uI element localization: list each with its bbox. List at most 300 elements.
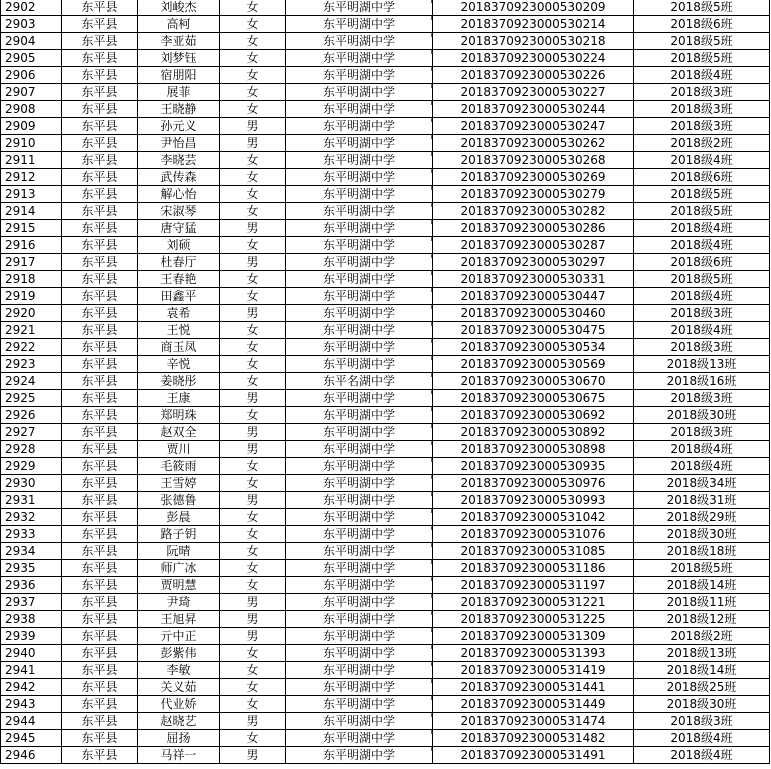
school-cell[interactable]: 东平名湖中学	[286, 373, 433, 390]
class-cell[interactable]: 2018级6班	[634, 169, 770, 186]
name-cell[interactable]: 唐守猛	[138, 220, 220, 237]
county-cell[interactable]: 东平县	[62, 169, 138, 186]
gender-cell[interactable]: 男	[220, 594, 286, 611]
gender-cell[interactable]: 男	[220, 441, 286, 458]
class-cell[interactable]: 2018级4班	[634, 458, 770, 475]
school-cell[interactable]: 东平明湖中学	[286, 560, 433, 577]
student-id-cell[interactable]: 2018370923000530460	[433, 305, 634, 322]
class-cell[interactable]: 2018级5班	[634, 50, 770, 67]
student-id-cell[interactable]: 2018370923000531419	[433, 662, 634, 679]
class-cell[interactable]: 2018级5班	[634, 560, 770, 577]
school-cell[interactable]: 东平明湖中学	[286, 33, 433, 50]
county-cell[interactable]: 东平县	[62, 186, 138, 203]
row-number-cell[interactable]: 2920	[1, 305, 62, 322]
school-cell[interactable]: 东平明湖中学	[286, 747, 433, 764]
school-cell[interactable]: 东平明湖中学	[286, 339, 433, 356]
school-cell[interactable]: 东平明湖中学	[286, 526, 433, 543]
class-cell[interactable]: 2018级5班	[634, 0, 770, 16]
class-cell[interactable]: 2018级16班	[634, 373, 770, 390]
name-cell[interactable]: 辛悦	[138, 356, 220, 373]
gender-cell[interactable]: 女	[220, 203, 286, 220]
gender-cell[interactable]: 女	[220, 271, 286, 288]
county-cell[interactable]: 东平县	[62, 543, 138, 560]
gender-cell[interactable]: 女	[220, 526, 286, 543]
name-cell[interactable]: 贾川	[138, 441, 220, 458]
name-cell[interactable]: 商玉凤	[138, 339, 220, 356]
county-cell[interactable]: 东平县	[62, 441, 138, 458]
row-number-cell[interactable]: 2921	[1, 322, 62, 339]
gender-cell[interactable]: 女	[220, 356, 286, 373]
school-cell[interactable]: 东平明湖中学	[286, 186, 433, 203]
county-cell[interactable]: 东平县	[62, 16, 138, 33]
class-cell[interactable]: 2018级30班	[634, 407, 770, 424]
class-cell[interactable]: 2018级3班	[634, 713, 770, 730]
gender-cell[interactable]: 女	[220, 577, 286, 594]
class-cell[interactable]: 2018级3班	[634, 101, 770, 118]
student-id-cell[interactable]: 2018370923000530268	[433, 152, 634, 169]
county-cell[interactable]: 东平县	[62, 84, 138, 101]
student-id-cell[interactable]: 2018370923000531221	[433, 594, 634, 611]
gender-cell[interactable]: 女	[220, 16, 286, 33]
county-cell[interactable]: 东平县	[62, 135, 138, 152]
school-cell[interactable]: 东平明湖中学	[286, 237, 433, 254]
name-cell[interactable]: 贾明慧	[138, 577, 220, 594]
school-cell[interactable]: 东平明湖中学	[286, 475, 433, 492]
school-cell[interactable]: 东平明湖中学	[286, 356, 433, 373]
county-cell[interactable]: 东平县	[62, 594, 138, 611]
row-number-cell[interactable]: 2919	[1, 288, 62, 305]
student-id-cell[interactable]: 2018370923000530227	[433, 84, 634, 101]
county-cell[interactable]: 东平县	[62, 373, 138, 390]
row-number-cell[interactable]: 2927	[1, 424, 62, 441]
gender-cell[interactable]: 男	[220, 305, 286, 322]
class-cell[interactable]: 2018级14班	[634, 662, 770, 679]
county-cell[interactable]: 东平县	[62, 509, 138, 526]
student-id-cell[interactable]: 2018370923000531474	[433, 713, 634, 730]
class-cell[interactable]: 2018级4班	[634, 730, 770, 747]
county-cell[interactable]: 东平县	[62, 645, 138, 662]
name-cell[interactable]: 师广冰	[138, 560, 220, 577]
gender-cell[interactable]: 女	[220, 407, 286, 424]
student-id-cell[interactable]: 2018370923000530898	[433, 441, 634, 458]
student-id-cell[interactable]: 2018370923000530287	[433, 237, 634, 254]
row-number-cell[interactable]: 2936	[1, 577, 62, 594]
row-number-cell[interactable]: 2924	[1, 373, 62, 390]
county-cell[interactable]: 东平县	[62, 475, 138, 492]
student-id-cell[interactable]: 2018370923000530993	[433, 492, 634, 509]
student-id-cell[interactable]: 2018370923000530935	[433, 458, 634, 475]
class-cell[interactable]: 2018级5班	[634, 203, 770, 220]
name-cell[interactable]: 阮晴	[138, 543, 220, 560]
row-number-cell[interactable]: 2916	[1, 237, 62, 254]
class-cell[interactable]: 2018级13班	[634, 645, 770, 662]
student-id-cell[interactable]: 2018370923000530297	[433, 254, 634, 271]
class-cell[interactable]: 2018级30班	[634, 526, 770, 543]
school-cell[interactable]: 东平明湖中学	[286, 458, 433, 475]
school-cell[interactable]: 东平明湖中学	[286, 407, 433, 424]
gender-cell[interactable]: 男	[220, 747, 286, 764]
gender-cell[interactable]: 女	[220, 373, 286, 390]
name-cell[interactable]: 彭紫伟	[138, 645, 220, 662]
county-cell[interactable]: 东平县	[62, 0, 138, 16]
row-number-cell[interactable]: 2906	[1, 67, 62, 84]
class-cell[interactable]: 2018级14班	[634, 577, 770, 594]
class-cell[interactable]: 2018级5班	[634, 33, 770, 50]
row-number-cell[interactable]: 2932	[1, 509, 62, 526]
row-number-cell[interactable]: 2907	[1, 84, 62, 101]
gender-cell[interactable]: 男	[220, 492, 286, 509]
class-cell[interactable]: 2018级3班	[634, 118, 770, 135]
gender-cell[interactable]: 女	[220, 33, 286, 50]
class-cell[interactable]: 2018级3班	[634, 424, 770, 441]
gender-cell[interactable]: 女	[220, 662, 286, 679]
name-cell[interactable]: 刘峻杰	[138, 0, 220, 16]
class-cell[interactable]: 2018级2班	[634, 628, 770, 645]
class-cell[interactable]: 2018级18班	[634, 543, 770, 560]
name-cell[interactable]: 展菲	[138, 84, 220, 101]
county-cell[interactable]: 东平县	[62, 118, 138, 135]
row-number-cell[interactable]: 2940	[1, 645, 62, 662]
county-cell[interactable]: 东平县	[62, 747, 138, 764]
school-cell[interactable]: 东平明湖中学	[286, 271, 433, 288]
gender-cell[interactable]: 女	[220, 560, 286, 577]
gender-cell[interactable]: 男	[220, 424, 286, 441]
gender-cell[interactable]: 男	[220, 611, 286, 628]
school-cell[interactable]: 东平明湖中学	[286, 577, 433, 594]
gender-cell[interactable]: 女	[220, 152, 286, 169]
gender-cell[interactable]: 男	[220, 713, 286, 730]
name-cell[interactable]: 田鑫平	[138, 288, 220, 305]
school-cell[interactable]: 东平明湖中学	[286, 611, 433, 628]
gender-cell[interactable]: 男	[220, 118, 286, 135]
school-cell[interactable]: 东平明湖中学	[286, 696, 433, 713]
name-cell[interactable]: 代业娇	[138, 696, 220, 713]
county-cell[interactable]: 东平县	[62, 356, 138, 373]
student-id-cell[interactable]: 2018370923000531482	[433, 730, 634, 747]
student-id-cell[interactable]: 2018370923000531042	[433, 509, 634, 526]
name-cell[interactable]: 解心怡	[138, 186, 220, 203]
row-number-cell[interactable]: 2930	[1, 475, 62, 492]
class-cell[interactable]: 2018级4班	[634, 747, 770, 764]
name-cell[interactable]: 张德鲁	[138, 492, 220, 509]
gender-cell[interactable]: 女	[220, 237, 286, 254]
student-id-cell[interactable]: 2018370923000530209	[433, 0, 634, 16]
name-cell[interactable]: 王晓静	[138, 101, 220, 118]
student-id-cell[interactable]: 2018370923000530224	[433, 50, 634, 67]
student-id-cell[interactable]: 2018370923000530226	[433, 67, 634, 84]
class-cell[interactable]: 2018级4班	[634, 220, 770, 237]
student-id-cell[interactable]: 2018370923000530269	[433, 169, 634, 186]
county-cell[interactable]: 东平县	[62, 288, 138, 305]
student-id-cell[interactable]: 2018370923000530214	[433, 16, 634, 33]
name-cell[interactable]: 李亚茹	[138, 33, 220, 50]
county-cell[interactable]: 东平县	[62, 101, 138, 118]
school-cell[interactable]: 东平明湖中学	[286, 662, 433, 679]
school-cell[interactable]: 东平明湖中学	[286, 441, 433, 458]
gender-cell[interactable]: 女	[220, 475, 286, 492]
class-cell[interactable]: 2018级5班	[634, 271, 770, 288]
name-cell[interactable]: 宋淑琴	[138, 203, 220, 220]
school-cell[interactable]: 东平明湖中学	[286, 118, 433, 135]
name-cell[interactable]: 王雪婷	[138, 475, 220, 492]
row-number-cell[interactable]: 2929	[1, 458, 62, 475]
gender-cell[interactable]: 女	[220, 509, 286, 526]
gender-cell[interactable]: 女	[220, 101, 286, 118]
name-cell[interactable]: 彭晨	[138, 509, 220, 526]
school-cell[interactable]: 东平明湖中学	[286, 305, 433, 322]
student-id-cell[interactable]: 2018370923000530569	[433, 356, 634, 373]
class-cell[interactable]: 2018级4班	[634, 67, 770, 84]
student-id-cell[interactable]: 2018370923000530534	[433, 339, 634, 356]
county-cell[interactable]: 东平县	[62, 628, 138, 645]
student-id-cell[interactable]: 2018370923000531393	[433, 645, 634, 662]
county-cell[interactable]: 东平县	[62, 152, 138, 169]
school-cell[interactable]: 东平明湖中学	[286, 509, 433, 526]
student-id-cell[interactable]: 2018370923000530247	[433, 118, 634, 135]
county-cell[interactable]: 东平县	[62, 254, 138, 271]
school-cell[interactable]: 东平明湖中学	[286, 594, 433, 611]
school-cell[interactable]: 东平明湖中学	[286, 679, 433, 696]
row-number-cell[interactable]: 2922	[1, 339, 62, 356]
student-id-cell[interactable]: 2018370923000531186	[433, 560, 634, 577]
name-cell[interactable]: 关义茹	[138, 679, 220, 696]
row-number-cell[interactable]: 2946	[1, 747, 62, 764]
student-id-cell[interactable]: 2018370923000530675	[433, 390, 634, 407]
row-number-cell[interactable]: 2903	[1, 16, 62, 33]
school-cell[interactable]: 东平明湖中学	[286, 628, 433, 645]
school-cell[interactable]: 东平明湖中学	[286, 713, 433, 730]
name-cell[interactable]: 尹怡昌	[138, 135, 220, 152]
gender-cell[interactable]: 男	[220, 628, 286, 645]
school-cell[interactable]: 东平明湖中学	[286, 543, 433, 560]
student-id-cell[interactable]: 2018370923000531076	[433, 526, 634, 543]
class-cell[interactable]: 2018级2班	[634, 135, 770, 152]
name-cell[interactable]: 高柯	[138, 16, 220, 33]
class-cell[interactable]: 2018级25班	[634, 679, 770, 696]
class-cell[interactable]: 2018级4班	[634, 322, 770, 339]
row-number-cell[interactable]: 2908	[1, 101, 62, 118]
class-cell[interactable]: 2018级29班	[634, 509, 770, 526]
class-cell[interactable]: 2018级3班	[634, 390, 770, 407]
county-cell[interactable]: 东平县	[62, 492, 138, 509]
school-cell[interactable]: 东平明湖中学	[286, 424, 433, 441]
gender-cell[interactable]: 男	[220, 390, 286, 407]
student-id-cell[interactable]: 2018370923000531309	[433, 628, 634, 645]
name-cell[interactable]: 刘硕	[138, 237, 220, 254]
county-cell[interactable]: 东平县	[62, 339, 138, 356]
name-cell[interactable]: 王康	[138, 390, 220, 407]
name-cell[interactable]: 赵双全	[138, 424, 220, 441]
county-cell[interactable]: 东平县	[62, 611, 138, 628]
class-cell[interactable]: 2018级34班	[634, 475, 770, 492]
row-number-cell[interactable]: 2942	[1, 679, 62, 696]
county-cell[interactable]: 东平县	[62, 526, 138, 543]
class-cell[interactable]: 2018级6班	[634, 254, 770, 271]
gender-cell[interactable]: 女	[220, 50, 286, 67]
school-cell[interactable]: 东平明湖中学	[286, 50, 433, 67]
county-cell[interactable]: 东平县	[62, 220, 138, 237]
student-id-cell[interactable]: 2018370923000530976	[433, 475, 634, 492]
school-cell[interactable]: 东平明湖中学	[286, 84, 433, 101]
class-cell[interactable]: 2018级4班	[634, 288, 770, 305]
name-cell[interactable]: 屈扬	[138, 730, 220, 747]
row-number-cell[interactable]: 2935	[1, 560, 62, 577]
class-cell[interactable]: 2018级3班	[634, 84, 770, 101]
student-id-cell[interactable]: 2018370923000530218	[433, 33, 634, 50]
student-id-cell[interactable]: 2018370923000530244	[433, 101, 634, 118]
school-cell[interactable]: 东平明湖中学	[286, 169, 433, 186]
name-cell[interactable]: 王悦	[138, 322, 220, 339]
gender-cell[interactable]: 男	[220, 220, 286, 237]
row-number-cell[interactable]: 2912	[1, 169, 62, 186]
school-cell[interactable]: 东平明湖中学	[286, 101, 433, 118]
row-number-cell[interactable]: 2938	[1, 611, 62, 628]
row-number-cell[interactable]: 2902	[1, 0, 62, 16]
gender-cell[interactable]: 女	[220, 645, 286, 662]
student-id-cell[interactable]: 2018370923000530692	[433, 407, 634, 424]
gender-cell[interactable]: 女	[220, 288, 286, 305]
county-cell[interactable]: 东平县	[62, 560, 138, 577]
name-cell[interactable]: 王旭昇	[138, 611, 220, 628]
school-cell[interactable]: 东平明湖中学	[286, 220, 433, 237]
county-cell[interactable]: 东平县	[62, 50, 138, 67]
school-cell[interactable]: 东平明湖中学	[286, 135, 433, 152]
row-number-cell[interactable]: 2911	[1, 152, 62, 169]
student-id-cell[interactable]: 2018370923000530475	[433, 322, 634, 339]
name-cell[interactable]: 亓中正	[138, 628, 220, 645]
class-cell[interactable]: 2018级12班	[634, 611, 770, 628]
student-id-cell[interactable]: 2018370923000530279	[433, 186, 634, 203]
class-cell[interactable]: 2018级4班	[634, 152, 770, 169]
student-id-cell[interactable]: 2018370923000531449	[433, 696, 634, 713]
school-cell[interactable]: 东平明湖中学	[286, 730, 433, 747]
student-id-cell[interactable]: 2018370923000531197	[433, 577, 634, 594]
row-number-cell[interactable]: 2904	[1, 33, 62, 50]
county-cell[interactable]: 东平县	[62, 305, 138, 322]
row-number-cell[interactable]: 2928	[1, 441, 62, 458]
name-cell[interactable]: 马祥一	[138, 747, 220, 764]
row-number-cell[interactable]: 2914	[1, 203, 62, 220]
school-cell[interactable]: 东平明湖中学	[286, 390, 433, 407]
county-cell[interactable]: 东平县	[62, 577, 138, 594]
row-number-cell[interactable]: 2933	[1, 526, 62, 543]
class-cell[interactable]: 2018级6班	[634, 16, 770, 33]
row-number-cell[interactable]: 2905	[1, 50, 62, 67]
school-cell[interactable]: 东平明湖中学	[286, 288, 433, 305]
student-id-cell[interactable]: 2018370923000531441	[433, 679, 634, 696]
row-number-cell[interactable]: 2926	[1, 407, 62, 424]
row-number-cell[interactable]: 2939	[1, 628, 62, 645]
name-cell[interactable]: 路子钥	[138, 526, 220, 543]
school-cell[interactable]: 东平明湖中学	[286, 254, 433, 271]
county-cell[interactable]: 东平县	[62, 407, 138, 424]
school-cell[interactable]: 东平明湖中学	[286, 67, 433, 84]
class-cell[interactable]: 2018级31班	[634, 492, 770, 509]
gender-cell[interactable]: 女	[220, 543, 286, 560]
class-cell[interactable]: 2018级3班	[634, 339, 770, 356]
name-cell[interactable]: 宿朋阳	[138, 67, 220, 84]
gender-cell[interactable]: 女	[220, 696, 286, 713]
student-id-cell[interactable]: 2018370923000530331	[433, 271, 634, 288]
county-cell[interactable]: 东平县	[62, 33, 138, 50]
gender-cell[interactable]: 女	[220, 67, 286, 84]
gender-cell[interactable]: 男	[220, 135, 286, 152]
gender-cell[interactable]: 男	[220, 254, 286, 271]
name-cell[interactable]: 袁希	[138, 305, 220, 322]
row-number-cell[interactable]: 2944	[1, 713, 62, 730]
class-cell[interactable]: 2018级13班	[634, 356, 770, 373]
student-id-cell[interactable]: 2018370923000531491	[433, 747, 634, 764]
county-cell[interactable]: 东平县	[62, 458, 138, 475]
gender-cell[interactable]: 女	[220, 339, 286, 356]
name-cell[interactable]: 赵晓艺	[138, 713, 220, 730]
row-number-cell[interactable]: 2943	[1, 696, 62, 713]
row-number-cell[interactable]: 2925	[1, 390, 62, 407]
county-cell[interactable]: 东平县	[62, 696, 138, 713]
name-cell[interactable]: 尹琦	[138, 594, 220, 611]
student-id-cell[interactable]: 2018370923000531085	[433, 543, 634, 560]
name-cell[interactable]: 姜晓彤	[138, 373, 220, 390]
name-cell[interactable]: 毛筱雨	[138, 458, 220, 475]
row-number-cell[interactable]: 2913	[1, 186, 62, 203]
county-cell[interactable]: 东平县	[62, 424, 138, 441]
student-id-cell[interactable]: 2018370923000531225	[433, 611, 634, 628]
row-number-cell[interactable]: 2941	[1, 662, 62, 679]
row-number-cell[interactable]: 2934	[1, 543, 62, 560]
student-id-cell[interactable]: 2018370923000530282	[433, 203, 634, 220]
school-cell[interactable]: 东平明湖中学	[286, 16, 433, 33]
county-cell[interactable]: 东平县	[62, 67, 138, 84]
row-number-cell[interactable]: 2923	[1, 356, 62, 373]
class-cell[interactable]: 2018级4班	[634, 441, 770, 458]
name-cell[interactable]: 王春艳	[138, 271, 220, 288]
county-cell[interactable]: 东平县	[62, 203, 138, 220]
gender-cell[interactable]: 女	[220, 169, 286, 186]
county-cell[interactable]: 东平县	[62, 713, 138, 730]
name-cell[interactable]: 杜春厅	[138, 254, 220, 271]
school-cell[interactable]: 东平明湖中学	[286, 322, 433, 339]
county-cell[interactable]: 东平县	[62, 237, 138, 254]
student-id-cell[interactable]: 2018370923000530262	[433, 135, 634, 152]
row-number-cell[interactable]: 2918	[1, 271, 62, 288]
school-cell[interactable]: 东平明湖中学	[286, 492, 433, 509]
name-cell[interactable]: 武传森	[138, 169, 220, 186]
county-cell[interactable]: 东平县	[62, 271, 138, 288]
county-cell[interactable]: 东平县	[62, 390, 138, 407]
class-cell[interactable]: 2018级4班	[634, 237, 770, 254]
class-cell[interactable]: 2018级5班	[634, 186, 770, 203]
name-cell[interactable]: 郑明珠	[138, 407, 220, 424]
gender-cell[interactable]: 女	[220, 322, 286, 339]
row-number-cell[interactable]: 2931	[1, 492, 62, 509]
class-cell[interactable]: 2018级3班	[634, 305, 770, 322]
student-id-cell[interactable]: 2018370923000530447	[433, 288, 634, 305]
gender-cell[interactable]: 女	[220, 730, 286, 747]
row-number-cell[interactable]: 2910	[1, 135, 62, 152]
row-number-cell[interactable]: 2917	[1, 254, 62, 271]
name-cell[interactable]: 李敏	[138, 662, 220, 679]
row-number-cell[interactable]: 2909	[1, 118, 62, 135]
gender-cell[interactable]: 女	[220, 84, 286, 101]
county-cell[interactable]: 东平县	[62, 662, 138, 679]
county-cell[interactable]: 东平县	[62, 322, 138, 339]
gender-cell[interactable]: 女	[220, 186, 286, 203]
student-id-cell[interactable]: 2018370923000530286	[433, 220, 634, 237]
student-id-cell[interactable]: 2018370923000530892	[433, 424, 634, 441]
gender-cell[interactable]: 女	[220, 0, 286, 16]
name-cell[interactable]: 刘梦钰	[138, 50, 220, 67]
school-cell[interactable]: 东平明湖中学	[286, 0, 433, 16]
